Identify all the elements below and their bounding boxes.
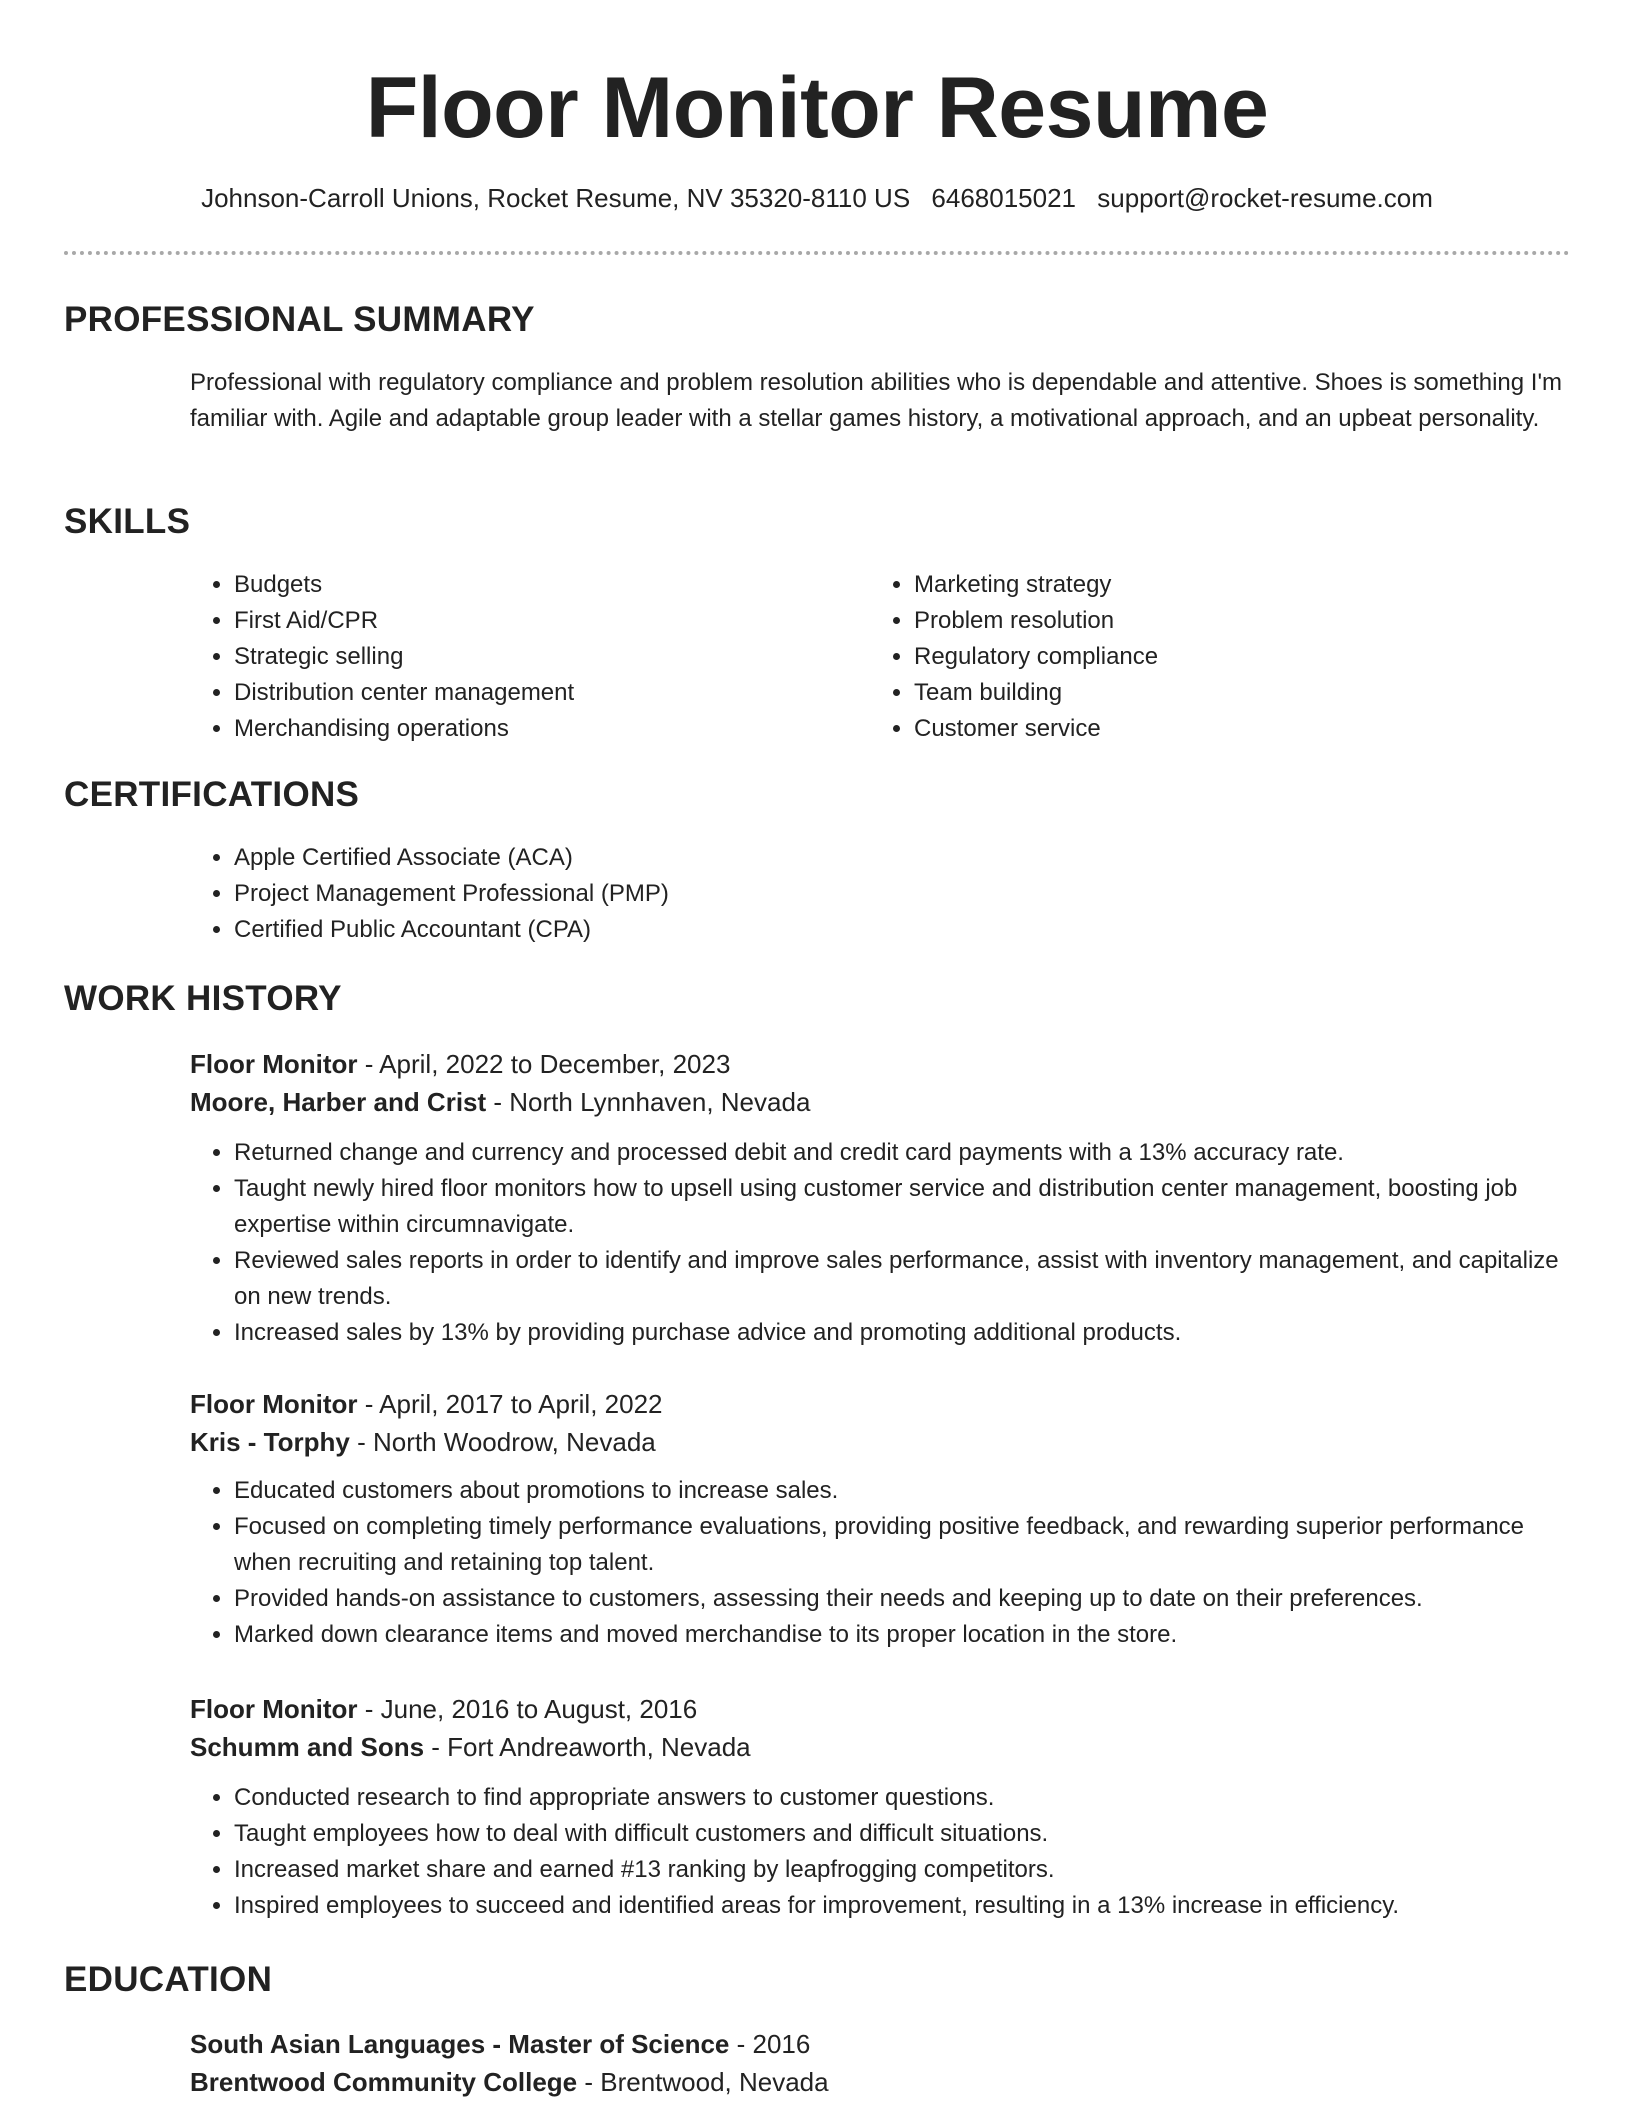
skill-item: • First Aid/CPR	[234, 603, 810, 639]
job-bullet: • Taught newly hired floor monitors how to upsell using customer service and distribution center management, boosting job expertise within circumnavigate.	[234, 1171, 1570, 1243]
job-bullet: • Conducted research to find appropriate answers to customer questions.	[234, 1780, 1570, 1816]
job-title-line	[190, 1045, 1570, 1083]
job-bullet: • Provided hands-on assistance to customers, assessing their needs and keeping up to date on their preferences.	[234, 1581, 1570, 1617]
job-location: - North Woodrow, Nevada	[349, 1427, 656, 1457]
certification-item: • Apple Certified Associate (ACA)	[234, 840, 1570, 876]
education-heading: EDUCATION	[64, 1960, 273, 1999]
summary-heading: PROFESSIONAL SUMMARY	[64, 300, 535, 339]
education-location: - Brentwood, Nevada	[577, 2067, 829, 2097]
certifications-heading: CERTIFICATIONS	[64, 775, 360, 814]
job-bullet: • Marked down clearance items and moved merchandise to its proper location in the store.	[234, 1617, 1570, 1653]
email: support@rocket-resume.com	[1097, 183, 1433, 213]
job-entry	[190, 1385, 1570, 1653]
job-location: - North Lynnhaven, Nevada	[486, 1087, 811, 1117]
skills-list-right	[870, 567, 1490, 747]
education-year: - 2016	[729, 2029, 811, 2059]
certifications-section	[190, 840, 1570, 948]
job-location: - Fort Andreaworth, Nevada	[424, 1732, 751, 1762]
job-title-line	[190, 1690, 1570, 1728]
job-dates: - April, 2022 to December, 2023	[357, 1049, 731, 1079]
job-entry	[190, 1045, 1570, 1351]
job-entry	[190, 1690, 1570, 1924]
job-bullets	[190, 1135, 1570, 1351]
contact-line	[64, 180, 1570, 216]
job-company-line	[190, 1083, 1570, 1121]
resume-title: Floor Monitor Resume	[365, 60, 1269, 156]
education-degree-line	[190, 2025, 1570, 2063]
summary-text: Professional with regulatory compliance and problem resolution abilities who is dependable and attentive. Shoes is something I'm familiar with. Agile and adaptable group leader with a stellar games history, a motivational approach, and an upbeat personality.	[190, 369, 1563, 432]
job-title: Floor Monitor	[190, 1389, 358, 1419]
job-company: Kris - Torphy	[190, 1427, 350, 1457]
skill-item: • Marketing strategy	[914, 567, 1490, 603]
summary-section	[190, 365, 1570, 437]
job-title-line	[190, 1385, 1570, 1423]
skills-column-right	[870, 567, 1490, 747]
job-company-line	[190, 1728, 1570, 1766]
skill-item: • Problem resolution	[914, 603, 1490, 639]
skill-item: • Customer service	[914, 711, 1490, 747]
skill-item: • Merchandising operations	[234, 711, 810, 747]
work-heading: WORK HISTORY	[64, 979, 342, 1018]
job-bullet: • Educated customers about promotions to increase sales.	[234, 1473, 1570, 1509]
skill-item: • Distribution center management	[234, 675, 810, 711]
job-bullet: • Reviewed sales reports in order to identify and improve sales performance, assist with inventory management, and capitalize on new trends.	[234, 1243, 1570, 1315]
resume-page	[64, 0, 1570, 2097]
job-bullet: • Increased sales by 13% by providing purchase advice and promoting additional products.	[234, 1315, 1570, 1351]
skill-item: • Regulatory compliance	[914, 639, 1490, 675]
job-company-line	[190, 1423, 1570, 1461]
job-bullet: • Increased market share and earned #13 ranking by leapfrogging competitors.	[234, 1852, 1570, 1888]
job-title: Floor Monitor	[190, 1049, 358, 1079]
job-company: Schumm and Sons	[190, 1732, 425, 1762]
education-school-line	[190, 2063, 1570, 2101]
education-section	[190, 2025, 1570, 2101]
address: Johnson-Carroll Unions, Rocket Resume, NV 35320-8110 US	[201, 183, 911, 213]
job-title: Floor Monitor	[190, 1694, 358, 1724]
phone: 6468015021	[931, 183, 1077, 213]
job-bullets	[190, 1780, 1570, 1924]
skill-item: • Team building	[914, 675, 1490, 711]
job-dates: - June, 2016 to August, 2016	[357, 1694, 698, 1724]
job-bullet: • Inspired employees to succeed and identified areas for improvement, resulting in a 13% increase in efficiency.	[234, 1888, 1570, 1924]
skill-item: • Budgets	[234, 567, 810, 603]
header-divider	[64, 251, 1570, 255]
job-dates: - April, 2017 to April, 2022	[357, 1389, 663, 1419]
certification-item: • Certified Public Accountant (CPA)	[234, 912, 1570, 948]
skills-column-left	[190, 567, 810, 747]
education-school: Brentwood Community College	[190, 2067, 578, 2097]
job-bullet: • Returned change and currency and processed debit and credit card payments with a 13% accuracy rate.	[234, 1135, 1570, 1171]
job-bullets	[190, 1473, 1570, 1653]
skill-item: • Strategic selling	[234, 639, 810, 675]
education-degree: South Asian Languages - Master of Science	[190, 2029, 730, 2059]
skills-heading: SKILLS	[64, 502, 191, 541]
job-company: Moore, Harber and Crist	[190, 1087, 487, 1117]
job-bullet: • Focused on completing timely performance evaluations, providing positive feedback, and rewarding superior performance when recruiting and retaining top talent.	[234, 1509, 1570, 1581]
job-bullet: • Taught employees how to deal with difficult customers and difficult situations.	[234, 1816, 1570, 1852]
certifications-list	[190, 840, 1570, 948]
skills-list-left	[190, 567, 810, 747]
certification-item: • Project Management Professional (PMP)	[234, 876, 1570, 912]
